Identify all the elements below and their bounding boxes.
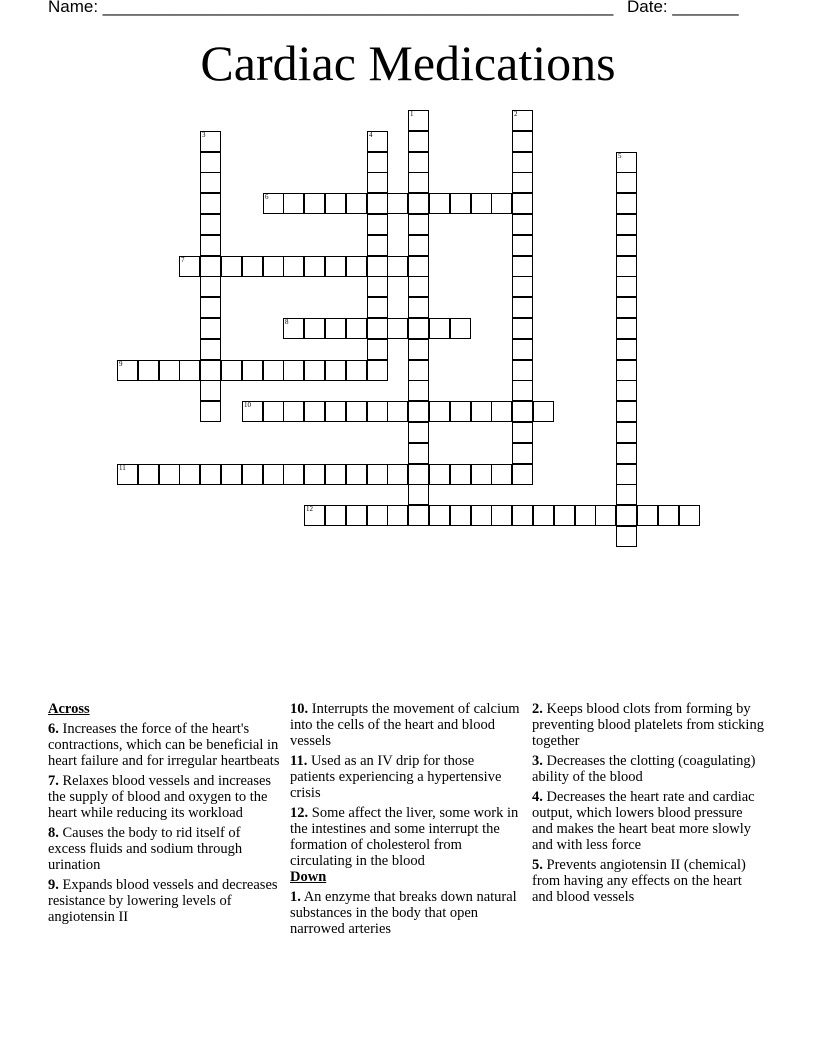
grid-cell[interactable] [616,214,637,235]
grid-cell[interactable] [200,297,221,318]
grid-cell[interactable] [242,256,263,277]
grid-cell[interactable] [387,464,408,485]
grid-cell[interactable] [658,505,679,526]
grid-cell[interactable] [304,256,325,277]
grid-cell[interactable] [346,193,367,214]
grid-cell[interactable] [346,360,367,381]
grid-cell[interactable] [138,360,159,381]
grid-cell[interactable] [304,318,325,339]
grid-cell[interactable] [491,464,512,485]
grid-cell[interactable] [387,256,408,277]
cell-number: 10 [244,401,251,409]
grid-cell[interactable] [512,318,533,339]
grid-cell[interactable] [512,235,533,256]
grid-cell[interactable] [242,360,263,381]
grid-cell[interactable] [512,256,533,277]
grid-cell[interactable] [263,464,284,485]
grid-cell[interactable] [408,401,429,422]
clue-down-3: 3. Decreases the clotting (coagulating) ability of the blood [532,753,756,785]
grid-cell[interactable] [367,172,388,193]
clue-across-7: 7. Relaxes blood vessels and increases the supply of blood and oxygen to the heart while reducing its workload [48,773,272,821]
grid-cell[interactable] [616,360,637,381]
grid-cell[interactable] [304,193,325,214]
across-heading: Across [48,701,90,717]
grid-cell[interactable] [325,318,346,339]
grid-cell[interactable] [408,110,429,131]
grid-cell[interactable] [242,401,263,422]
grid-cell[interactable] [408,131,429,152]
grid-cell[interactable] [616,276,637,297]
grid-cell[interactable] [367,401,388,422]
grid-cell[interactable] [367,360,388,381]
grid-cell[interactable] [179,464,200,485]
clue-down-2: 2. Keeps blood clots from forming by preventing blood platelets from sticking together [532,701,764,749]
grid-cell[interactable] [408,152,429,173]
grid-cell[interactable] [200,276,221,297]
grid-cell[interactable] [200,318,221,339]
grid-cell[interactable] [325,193,346,214]
grid-cell[interactable] [283,256,304,277]
clue-across-11: 11. Used as an IV drip for those patients experiencing a hypertensive crisis [290,753,502,801]
grid-cell[interactable] [304,505,325,526]
clue-across-10: 10. Interrupts the movement of calcium into the cells of the heart and blood vessels [290,701,520,749]
grid-cell[interactable] [200,464,221,485]
grid-cell[interactable] [367,505,388,526]
grid-cell[interactable] [408,172,429,193]
grid-cell[interactable] [117,464,138,485]
grid-cell[interactable] [408,484,429,505]
grid-cell[interactable] [637,505,658,526]
grid-cell[interactable] [263,401,284,422]
grid-cell[interactable] [512,276,533,297]
grid-cell[interactable] [200,235,221,256]
grid-cell[interactable] [554,505,575,526]
grid-cell[interactable] [179,360,200,381]
grid-cell[interactable] [616,152,637,173]
grid-cell[interactable] [429,193,450,214]
cell-number: 5 [618,152,622,160]
down-heading: Down [290,869,327,885]
grid-cell[interactable] [512,297,533,318]
grid-cell[interactable] [450,401,471,422]
cell-number: 7 [181,256,185,264]
cell-number: 11 [119,464,126,472]
grid-cell[interactable] [450,193,471,214]
clue-across-8: 8. Causes the body to rid itself of excess fluids and sodium through urination [48,825,243,873]
grid-cell[interactable] [471,193,492,214]
grid-cell[interactable] [616,193,637,214]
grid-cell[interactable] [325,464,346,485]
grid-cell[interactable] [221,464,242,485]
grid-cell[interactable] [491,401,512,422]
grid-cell[interactable] [616,464,637,485]
grid-cell[interactable] [387,401,408,422]
grid-cell[interactable] [387,193,408,214]
grid-cell[interactable] [512,464,533,485]
grid-cell[interactable] [200,401,221,422]
grid-cell[interactable] [263,193,284,214]
grid-cell[interactable] [367,152,388,173]
grid-cell[interactable] [159,464,180,485]
grid-cell[interactable] [616,256,637,277]
clue-across-9: 9. Expands blood vessels and decreases resistance by lowering levels of angiotensin II [48,877,278,925]
grid-cell[interactable] [408,235,429,256]
grid-cell[interactable] [242,464,263,485]
grid-cell[interactable] [471,401,492,422]
grid-cell[interactable] [325,505,346,526]
grid-cell[interactable] [408,214,429,235]
grid-cell[interactable] [346,256,367,277]
grid-cell[interactable] [367,214,388,235]
grid-cell[interactable] [367,318,388,339]
grid-cell[interactable] [200,360,221,381]
grid-cell[interactable] [304,401,325,422]
clue-down-4: 4. Decreases the heart rate and cardiac output, which lowers blood pressure and makes the heart beat more slowly and with less force [532,789,755,853]
grid-cell[interactable] [283,193,304,214]
cell-number: 8 [285,318,289,326]
grid-cell[interactable] [304,464,325,485]
grid-cell[interactable] [595,505,616,526]
grid-cell[interactable] [408,256,429,277]
grid-cell[interactable] [512,505,533,526]
grid-cell[interactable] [283,401,304,422]
cell-number: 3 [202,131,206,139]
grid-cell[interactable] [450,318,471,339]
grid-cell[interactable] [221,360,242,381]
clue-column-2 [290,701,522,941]
grid-cell[interactable] [200,193,221,214]
grid-cell[interactable] [138,464,159,485]
grid-cell[interactable] [533,401,554,422]
grid-cell[interactable] [367,276,388,297]
cell-number: 9 [119,360,123,368]
grid-cell[interactable] [200,152,221,173]
grid-cell[interactable] [263,256,284,277]
grid-cell[interactable] [512,401,533,422]
grid-cell[interactable] [367,193,388,214]
clue-across-12: 12. Some affect the liver, some work in the intestines and some interrupt the formation of cholesterol from circulating in the blood [290,805,519,869]
grid-cell[interactable] [159,360,180,381]
grid-cell[interactable] [616,484,637,505]
grid-cell[interactable] [408,360,429,381]
grid-cell[interactable] [450,505,471,526]
cell-number: 1 [410,110,414,118]
grid-cell[interactable] [616,172,637,193]
grid-cell[interactable] [367,256,388,277]
cell-number: 4 [369,131,373,139]
grid-cell[interactable] [512,422,533,443]
grid-cell[interactable] [346,464,367,485]
grid-cell[interactable] [471,505,492,526]
clue-across-6: 6. Increases the force of the heart's contractions, which can be beneficial in heart failure and for irregular heartbeats [48,721,280,769]
grid-cell[interactable] [491,193,512,214]
grid-cell[interactable] [325,360,346,381]
grid-cell[interactable] [512,380,533,401]
grid-cell[interactable] [616,526,637,547]
grid-cell[interactable] [200,131,221,152]
grid-cell[interactable] [512,131,533,152]
grid-cell[interactable] [512,214,533,235]
grid-cell[interactable] [429,505,450,526]
grid-cell[interactable] [616,339,637,360]
grid-cell[interactable] [346,318,367,339]
date-field-label: Date: _______ [627,0,739,16]
clue-down-5: 5. Prevents angiotensin II (chemical) from having any effects on the heart and blood vessels [532,857,746,905]
grid-cell[interactable] [512,443,533,464]
grid-cell[interactable] [346,505,367,526]
grid-cell[interactable] [367,297,388,318]
grid-cell[interactable] [679,505,700,526]
grid-cell[interactable] [387,505,408,526]
grid-cell[interactable] [512,339,533,360]
grid-cell[interactable] [471,464,492,485]
grid-cell[interactable] [575,505,596,526]
grid-cell[interactable] [616,318,637,339]
grid-cell[interactable] [512,172,533,193]
grid-cell[interactable] [408,297,429,318]
grid-cell[interactable] [533,505,554,526]
grid-cell[interactable] [616,235,637,256]
clue-down-1: 1. An enzyme that breaks down natural substances in the body that open narrowed arteries [290,889,517,937]
grid-cell[interactable] [367,339,388,360]
grid-cell[interactable] [387,318,408,339]
grid-cell[interactable] [408,276,429,297]
grid-cell[interactable] [221,256,242,277]
grid-cell[interactable] [429,318,450,339]
grid-cell[interactable] [408,443,429,464]
grid-cell[interactable] [450,464,471,485]
grid-cell[interactable] [512,152,533,173]
grid-cell[interactable] [408,464,429,485]
grid-cell[interactable] [179,256,200,277]
grid-cell[interactable] [117,360,138,381]
grid-cell[interactable] [429,401,450,422]
grid-cell[interactable] [616,422,637,443]
clue-column-3 [532,701,764,909]
page-title: Cardiac Medications [200,35,616,91]
cell-number: 2 [514,110,518,118]
grid-cell[interactable] [616,297,637,318]
name-field-label: Name: ______________________________________________________ [48,0,614,16]
grid-cell[interactable] [325,256,346,277]
grid-cell[interactable] [408,505,429,526]
grid-cell[interactable] [408,422,429,443]
grid-cell[interactable] [408,339,429,360]
grid-cell[interactable] [346,401,367,422]
grid-cell[interactable] [200,339,221,360]
grid-cell[interactable] [512,360,533,381]
grid-cell[interactable] [325,401,346,422]
grid-cell[interactable] [512,193,533,214]
grid-cell[interactable] [367,464,388,485]
grid-cell[interactable] [200,256,221,277]
grid-cell[interactable] [263,360,284,381]
grid-cell[interactable] [616,505,637,526]
grid-cell[interactable] [512,110,533,131]
grid-cell[interactable] [429,464,450,485]
grid-cell[interactable] [283,360,304,381]
grid-cell[interactable] [283,318,304,339]
grid-cell[interactable] [408,193,429,214]
grid-cell[interactable] [616,443,637,464]
cell-number: 12 [306,505,313,513]
grid-cell[interactable] [491,505,512,526]
grid-cell[interactable] [408,318,429,339]
grid-cell[interactable] [616,380,637,401]
grid-cell[interactable] [616,401,637,422]
grid-cell[interactable] [200,172,221,193]
grid-cell[interactable] [367,235,388,256]
grid-cell[interactable] [200,380,221,401]
grid-cell[interactable] [200,214,221,235]
clue-column-1 [48,701,280,929]
grid-cell[interactable] [304,360,325,381]
grid-cell[interactable] [283,464,304,485]
cell-number: 6 [265,193,269,201]
grid-cell[interactable] [367,131,388,152]
grid-cell[interactable] [408,380,429,401]
